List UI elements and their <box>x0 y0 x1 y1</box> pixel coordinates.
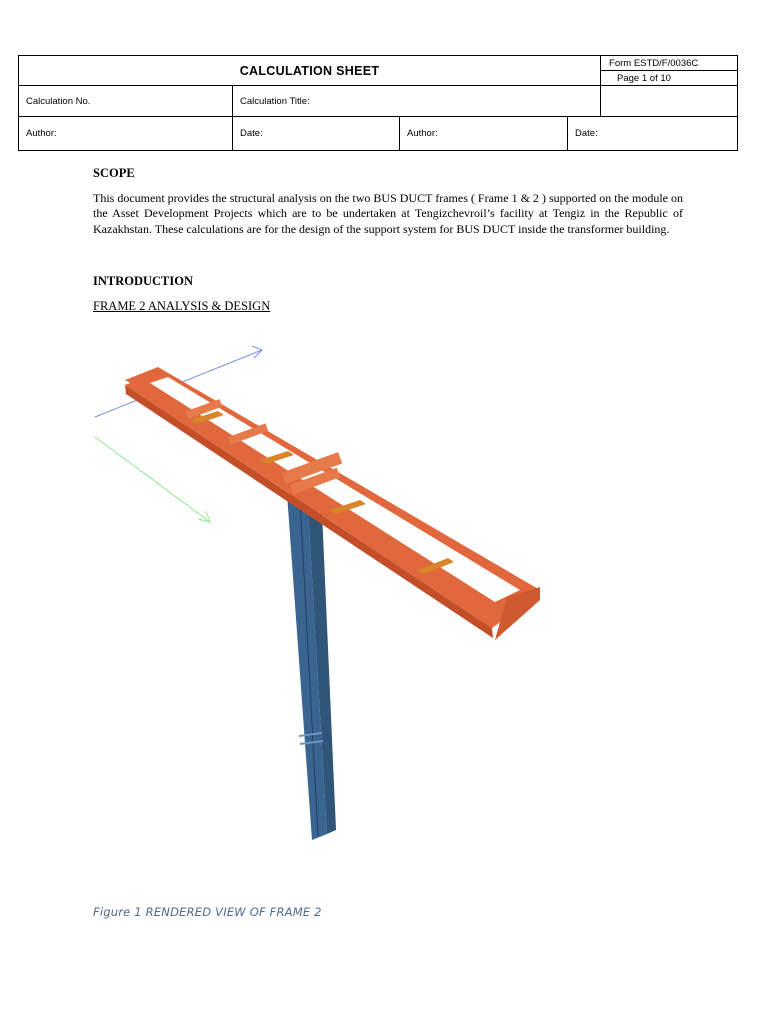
frame-near-beam <box>125 371 537 628</box>
sheet-title: CALCULATION SHEET <box>19 56 601 86</box>
page-number: Page 1 of 10 <box>601 71 738 86</box>
calculation-blank-cell <box>601 86 738 117</box>
calculation-title-label: Calculation Title: <box>233 86 601 117</box>
date-label-1: Date: <box>233 117 400 151</box>
axis-z-line <box>95 437 210 522</box>
figure-caption: Figure 1 RENDERED VIEW OF FRAME 2 <box>93 905 322 919</box>
author-label-2: Author: <box>400 117 568 151</box>
support-column <box>287 489 336 840</box>
scope-paragraph: This document provides the structural analysis on the two BUS DUCT frames ( Frame 1 & 2 ) supported on the module on the Asset Development Projects which are to be undertaken at Tengizchevroil’s facility at Tengiz in the Republic of Kazakhstan. These calculations are for the design of the support system for BUS DUCT inside the transformer building. <box>93 191 683 236</box>
calculation-no-label: Calculation No. <box>19 86 233 117</box>
frame-2-subheading: FRAME 2 ANALYSIS & DESIGN <box>93 299 271 313</box>
bus-duct-frame <box>125 367 540 640</box>
date-label-2: Date: <box>568 117 738 151</box>
frame-2-rendered-view <box>85 330 555 850</box>
scope-heading: SCOPE <box>93 166 135 180</box>
form-number: Form ESTD/F/0036C <box>601 56 738 71</box>
calculation-sheet-header <box>18 55 738 151</box>
introduction-heading: INTRODUCTION <box>93 274 194 288</box>
author-label-1: Author: <box>19 117 233 151</box>
